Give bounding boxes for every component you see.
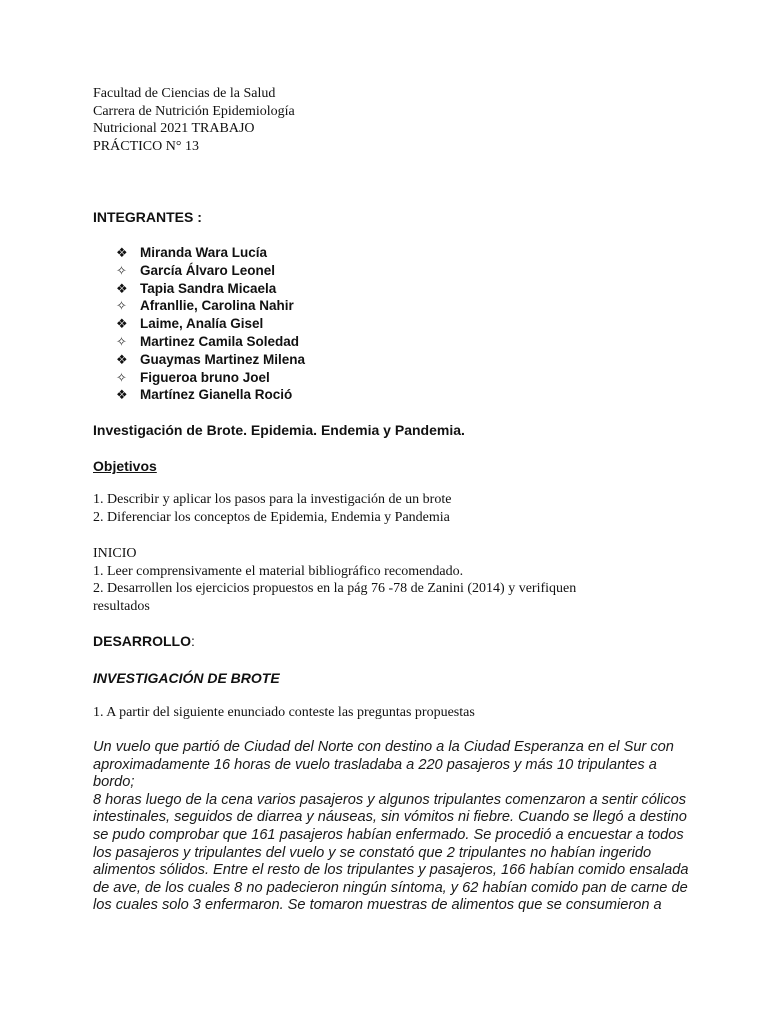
members-list [116, 244, 305, 404]
case-line: los cuales solo 3 enfermaron. Se tomaron muestras de alimentos que se consumieron a [93, 897, 662, 914]
member-name: Martinez Camila Soledad [140, 333, 300, 349]
member-name: Figueroa bruno Joel [140, 369, 270, 385]
topic-title: Investigación de Brote. Epidemia. Endemia y Pandemia. [93, 422, 465, 438]
case-line: alimentos sólidos. Entre el resto de los tripulantes y pasajeros, 166 habían comido ensalada [93, 862, 689, 879]
diamond-bullet-icon: ❖ [116, 245, 128, 260]
diamond-bullet-icon: ❖ [116, 280, 128, 296]
development-heading [93, 632, 195, 650]
member-name: Tapia Sandra Micaela [140, 280, 277, 296]
header-career: Carrera de Nutrición Epidemiología [93, 103, 295, 119]
objectives-heading: Objetivos [93, 458, 157, 474]
development-heading-colon: : [191, 633, 195, 649]
member-name: Guaymas Martinez Milena [140, 351, 306, 367]
outbreak-investigation-heading: INVESTIGACIÓN DE BROTE [93, 670, 280, 686]
start-item: 1. Leer comprensivamente el material bibliográfico recomendado. [93, 563, 464, 579]
diamond-bullet-icon: ❖ [116, 387, 128, 403]
question-prompt: 1. A partir del siguiente enunciado conteste las preguntas propuestas [93, 705, 475, 720]
objective-item: 1. Describir y aplicar los pasos para la investigación de un brote [93, 492, 452, 507]
case-statement [93, 739, 689, 915]
list-item [116, 244, 305, 262]
member-name: García Álvaro Leonel [140, 262, 276, 278]
list-item [116, 262, 305, 280]
star-bullet-icon: ✧ [116, 369, 127, 385]
member-name: Laime, Analía Gisel [140, 316, 264, 332]
star-bullet-icon: ✧ [116, 298, 127, 314]
member-name: Martínez Gianella Roció [140, 387, 293, 403]
diamond-bullet-icon: ❖ [116, 351, 128, 367]
member-name: Miranda Wara Lucía [140, 245, 268, 260]
list-item [116, 369, 305, 387]
objectives-list [93, 491, 451, 526]
case-line: se pudo comprobar que 161 pasajeros habían enfermado. Se procedió a encuestar a todos [93, 826, 684, 843]
case-line: 8 horas luego de la cena varios pasajeros y algunos tripulantes comenzaron a sentir cólicos [93, 791, 687, 808]
list-item [116, 297, 305, 315]
member-name: Afranllie, Carolina Nahir [140, 298, 294, 314]
header-practice-number: PRÁCTICO N° 13 [93, 138, 199, 154]
case-line: de ave, de los cuales 8 no padecieron ningún síntoma, y 62 habían comido pan de carne de [93, 879, 688, 896]
list-item [116, 315, 305, 333]
development-heading-text: DESARROLLO [93, 633, 191, 649]
objective-item: 2. Diferenciar los conceptos de Epidemia, Endemia y Pandemia [93, 509, 450, 525]
list-item [116, 351, 305, 369]
case-line: aproximadamente 16 horas de vuelo trasladaba a 220 pasajeros y más 10 tripulantes a [93, 756, 657, 773]
star-bullet-icon: ✧ [116, 262, 127, 278]
document-header [93, 85, 413, 155]
star-bullet-icon: ✧ [116, 333, 127, 349]
start-section [93, 545, 613, 615]
case-line: intestinales, seguidos de diarrea y náuseas, sin vómitos ni fiebre. Cuando se llegó a destino [93, 809, 687, 826]
members-heading: INTEGRANTES : [93, 209, 202, 225]
start-item: 2. Desarrollen los ejercicios propuestos en la pág 76 -78 de Zanini (2014) y verifiquen resultados [93, 581, 577, 614]
case-line: bordo; [93, 774, 135, 791]
header-course-year: Nutricional 2021 TRABAJO [93, 121, 255, 136]
diamond-bullet-icon: ❖ [116, 316, 128, 332]
header-faculty: Facultad de Ciencias de la Salud [93, 86, 276, 101]
case-line: Un vuelo que partió de Ciudad del Norte con destino a la Ciudad Esperanza en el Sur con [93, 739, 674, 755]
start-heading: INICIO [93, 546, 137, 561]
case-line: los pasajeros y tripulantes del vuelo y se constató que 2 tripulantes no habían ingerido [93, 844, 652, 861]
list-item [116, 333, 305, 351]
list-item [116, 386, 305, 404]
list-item [116, 280, 305, 298]
